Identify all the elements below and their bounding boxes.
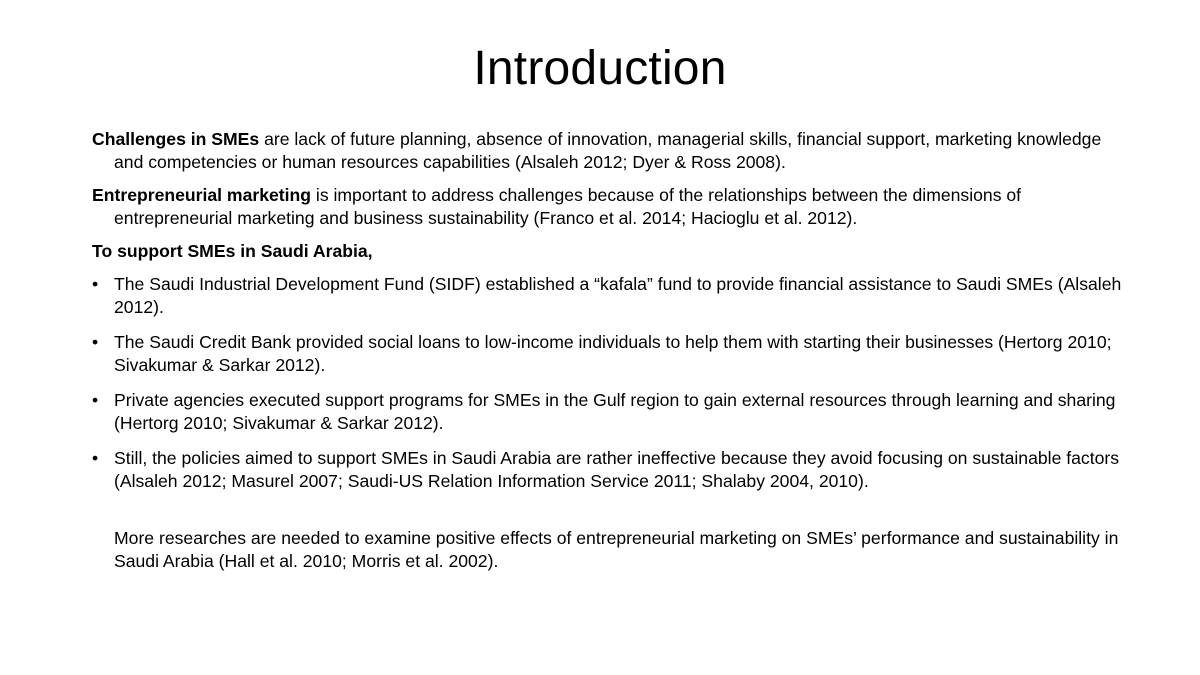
intro-paragraph-lead: Challenges in SMEs: [92, 129, 260, 149]
bullet-item-sidf: [92, 273, 1122, 319]
bullet-icon: •: [92, 390, 99, 410]
intro-paragraph-challenges: [92, 128, 1122, 174]
bullet-item-private-agencies: [92, 389, 1122, 435]
bullet-text: The Saudi Credit Bank provided social loans to low-income individuals to help them with starting their businesses (Hertorg 2010; Sivakumar & Sarkar 2012).: [114, 332, 1112, 375]
bullet-text: Still, the policies aimed to support SMEs in Saudi Arabia are rather ineffective because they avoid focusing on sustainable factors (Alsaleh 2012; Masurel 2007; Saudi-US Relation Information Service 2011; Shalaby 2004, 2010).: [114, 448, 1120, 491]
slide-body: [92, 128, 1122, 573]
closing-paragraph: More researches are needed to examine positive effects of entrepreneurial marketing on SMEs’ performance and sustainability in Saudi Arabia (Hall et al. 2010; Morris et al. 2002).: [114, 528, 1119, 571]
bullet-icon: •: [92, 332, 99, 352]
bullet-icon: •: [92, 448, 99, 468]
bullet-item-policies: [92, 447, 1122, 493]
bullet-icon: •: [92, 274, 99, 294]
support-bullet-list: [92, 273, 1122, 493]
intro-paragraph-entrepreneurial-marketing: [92, 184, 1122, 230]
intro-paragraph-lead: Entrepreneurial marketing: [92, 185, 312, 205]
bullet-text: Private agencies executed support programs for SMEs in the Gulf region to gain external resources through learning and sharing (Hertorg 2010; Sivakumar & Sarkar 2012).: [114, 390, 1116, 433]
bullet-item-credit-bank: [92, 331, 1122, 377]
bullet-text: The Saudi Industrial Development Fund (SIDF) established a “kafala” fund to provide financial assistance to Saudi SMEs (Alsaleh 2012).: [114, 274, 1122, 317]
support-heading: To support SMEs in Saudi Arabia,: [92, 241, 373, 261]
intro-paragraph-text: are lack of future planning, absence of innovation, managerial skills, financial support, marketing knowledge and competencies or human resources capabilities (Alsaleh 2012; Dyer & Ross 2008).: [114, 129, 1102, 172]
intro-paragraph-text: is important to address challenges because of the relationships between the dimensions of entrepreneurial marketing and business sustainability (Franco et al. 2014; Hacioglu et al. 2012).: [114, 185, 1022, 228]
slide-title: Introduction: [473, 42, 727, 95]
